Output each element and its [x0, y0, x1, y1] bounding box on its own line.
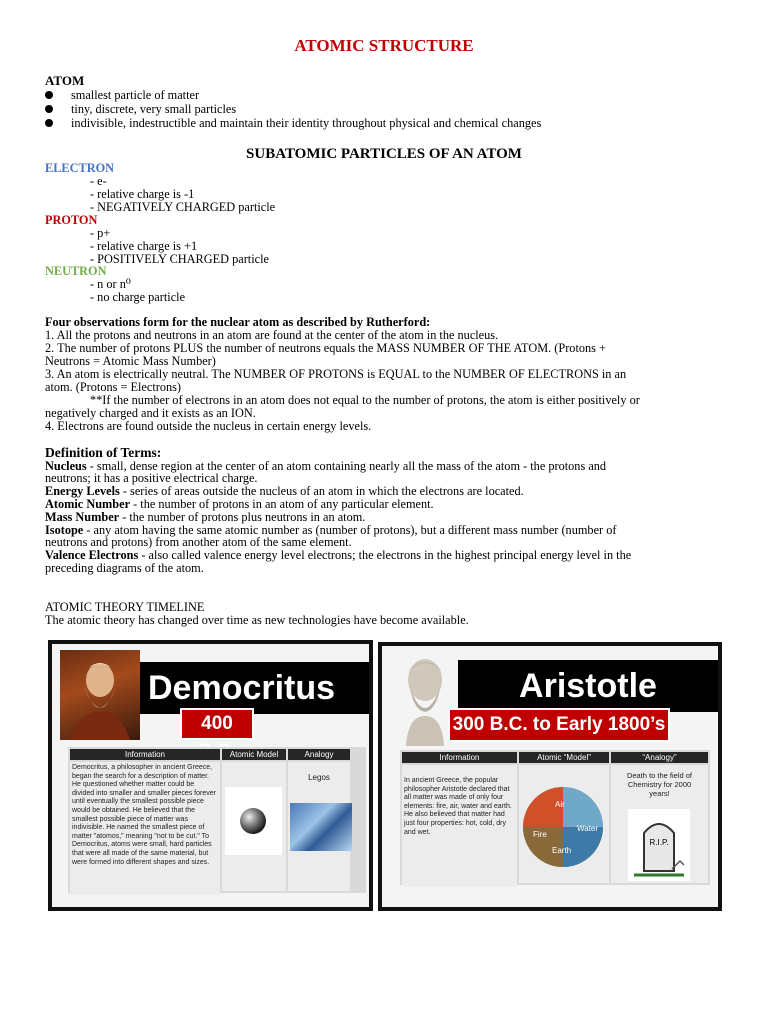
- definition-term: Energy Levels: [45, 484, 120, 498]
- rutherford-line: 3. An atom is electrically neutral. The NUMBER OF PROTONS is EQUAL to the NUMBER OF ELECTRONS in an: [45, 367, 627, 381]
- aristotle-analogy: Death to the field of Chemistry for 2000 years!: [626, 771, 693, 798]
- table-header: Atomic “Model”: [519, 752, 609, 763]
- definition-cont: neutrons and protons) from another atom of the same element.: [45, 535, 352, 549]
- electron-line: - relative charge is -1: [90, 187, 195, 201]
- bullet-dot: [45, 91, 53, 99]
- aristotle-model-cell: [519, 765, 609, 883]
- rutherford-line: 4. Electrons are found outside the nucleus in certain energy levels.: [45, 419, 372, 433]
- proton-line: - p+: [90, 226, 111, 240]
- aristotle-date: 300 B.C. to Early 1800’s: [448, 708, 670, 742]
- aristotle-table: [400, 750, 710, 885]
- proton-label: PROTON: [45, 213, 98, 227]
- democritus-analogy-cell: [288, 762, 350, 891]
- neutron-line: - n or n⁰: [90, 277, 131, 291]
- definition-cont: preceding diagrams of the atom.: [45, 561, 204, 575]
- definition-text: - any atom having the same atomic number as (number of protons), but a different mass number (number of: [83, 523, 617, 537]
- atom-bullet-1: smallest particle of matter: [71, 88, 200, 102]
- rutherford-line: atom. (Protons = Electrons): [45, 380, 182, 394]
- neutron-line: - no charge particle: [90, 290, 186, 304]
- democritus-model-cell: [222, 762, 286, 891]
- tombstone-box: [628, 809, 690, 881]
- democritus-name: Democritus: [140, 662, 369, 714]
- rutherford-line: 2. The number of protons PLUS the number of neutrons equals the MASS NUMBER OF THE ATOM. (Protons +: [45, 341, 606, 355]
- tombstone-icon: [628, 809, 690, 881]
- democritus-date: 400: [180, 708, 254, 740]
- electron-line: - NEGATIVELY CHARGED particle: [90, 200, 276, 214]
- aristotle-card: [378, 642, 722, 911]
- subatomic-heading: SUBATOMIC PARTICLES OF AN ATOM: [246, 146, 522, 162]
- rutherford-line: **If the number of electrons in an atom does not equal to the number of protons, the atom is either positively or: [90, 393, 640, 407]
- definition-term: Valence Electrons: [45, 548, 139, 562]
- democritus-card: [48, 640, 373, 911]
- definition-text: - series of areas outside the nucleus of an atom in which the electrons are located.: [119, 484, 524, 498]
- atom-heading: ATOM: [45, 73, 85, 88]
- table-header: Analogy: [288, 749, 350, 760]
- definition-text: - the number of protons plus neutrons in an atom.: [119, 510, 366, 524]
- atom-model-box: [225, 787, 282, 855]
- definition-term: Atomic Number: [45, 497, 131, 511]
- element-label: Water: [577, 824, 599, 833]
- democritus-portrait: [60, 650, 140, 740]
- sphere-icon: [225, 787, 282, 855]
- definition-cont: neutrons; it has a positive electrical charge.: [45, 471, 258, 485]
- atom-bullet-2: tiny, discrete, very small particles: [71, 102, 237, 116]
- definition-term: Isotope: [45, 523, 84, 537]
- table-header: Atomic Model: [222, 749, 286, 760]
- element-label: Air: [555, 800, 565, 809]
- bullet-dot: [45, 119, 53, 127]
- four-elements-diagram: [519, 765, 609, 883]
- aristotle-name: Aristotle: [458, 660, 718, 712]
- definition-term: Nucleus: [45, 459, 87, 473]
- tombstone-text: R.I.P.: [649, 838, 669, 847]
- aristotle-info: In ancient Greece, the popular philosopher Aristotle declared that all matter was made of only four elements: fire, air, water and earth. He also believed that matter had just four properties: hot, cold, dry and wet.: [404, 777, 512, 836]
- neutron-label: NEUTRON: [45, 264, 107, 278]
- rutherford-line: 1. All the protons and neutrons in an atom are found at the center of the atom in the nucleus.: [45, 328, 499, 342]
- aristotle-info-cell: [402, 765, 517, 887]
- element-label: Fire: [533, 830, 547, 839]
- definition-term: Mass Number: [45, 510, 120, 524]
- table-header: Information: [402, 752, 517, 763]
- electron-line: - e-: [90, 174, 107, 188]
- element-label: Earth: [552, 846, 572, 855]
- rutherford-line: negatively charged and it exists as an ION.: [45, 406, 256, 420]
- electron-label: ELECTRON: [45, 161, 115, 175]
- rutherford-line: Neutrons = Atomic Mass Number): [45, 354, 216, 368]
- table-header: “Analogy”: [611, 752, 708, 763]
- atom-bullet-3: indivisible, indestructible and maintain their identity throughout physical and chemical changes: [71, 116, 542, 130]
- timeline-intro: The atomic theory has changed over time as new technologies have become available.: [45, 613, 469, 627]
- democritus-analogy: Legos: [308, 773, 330, 782]
- table-header: Information: [70, 749, 220, 760]
- aristotle-analogy-cell: [611, 765, 708, 883]
- proton-line: - relative charge is +1: [90, 239, 198, 253]
- proton-line: - POSITIVELY CHARGED particle: [90, 252, 269, 266]
- bullet-dot: [45, 105, 53, 113]
- democritus-info: Democritus, a philosopher in ancient Greece, began the search for a description of matter. He questioned whether matter could be divided into smaller and smaller pieces forever until eventually the smallest possible piece would be obtained. He believed that the smallest possible piece of matter was indivisible. He named the smallest piece of matter "atomos," meaning "not to be cut." To Democritus, atoms were small, hard particles that were all made of the same material, but were formed into different shapes and sizes.: [70, 762, 220, 895]
- definition-text: - the number of protons in an atom of any particular element.: [130, 497, 434, 511]
- legos-image: [290, 803, 352, 851]
- definition-text: - also called valence energy level electrons; the electrons in the highest principal energy level in the: [138, 548, 632, 562]
- page-title: ATOMIC STRUCTURE: [294, 36, 474, 55]
- rutherford-heading: Four observations form for the nuclear atom as described by Rutherford:: [45, 315, 431, 329]
- definition-text: - small, dense region at the center of an atom containing nearly all the mass of the atom - the protons and: [86, 459, 607, 473]
- timeline-heading: ATOMIC THEORY TIMELINE: [45, 600, 205, 614]
- definitions-heading: Definition of Terms:: [45, 445, 162, 460]
- democritus-table: [68, 747, 366, 893]
